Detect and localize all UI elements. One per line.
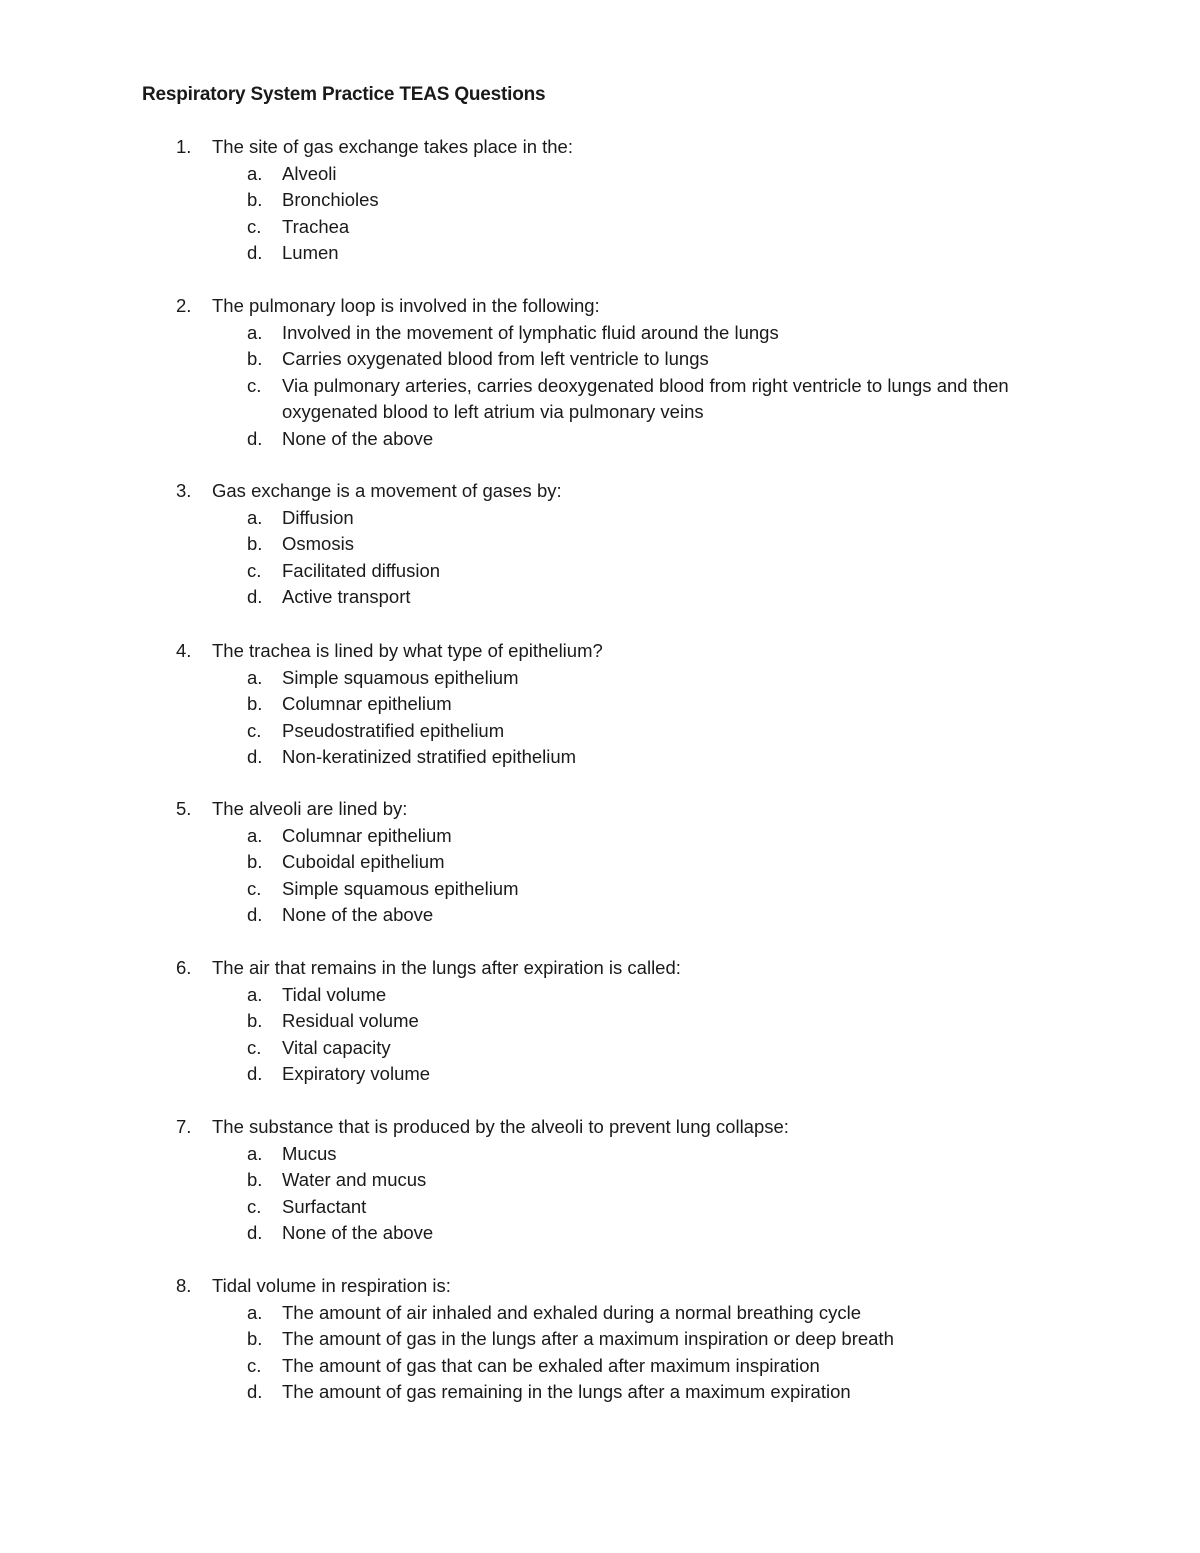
- question-stem: [0, 293, 1200, 320]
- question-number: 8.: [176, 1275, 192, 1296]
- answer-option: [0, 187, 1200, 214]
- option-text: Via pulmonary arteries, carries deoxygenated blood from right ventricle to lungs and then oxygenated blood to left atrium via pulmonary veins: [282, 374, 1009, 423]
- option-letter: b.: [247, 189, 263, 211]
- option-letter: c.: [247, 1354, 262, 1376]
- answer-option: [0, 1300, 1200, 1327]
- option-text: The amount of gas that can be exhaled after maximum inspiration: [282, 1354, 820, 1376]
- question-number: 1.: [176, 136, 192, 157]
- question-4: [0, 638, 1200, 771]
- option-letter: c.: [247, 1036, 262, 1058]
- answer-option: [0, 531, 1200, 558]
- question-text: The pulmonary loop is involved in the following:: [212, 295, 600, 316]
- option-text: Mucus: [282, 1142, 337, 1164]
- option-text: Bronchioles: [282, 189, 379, 211]
- option-text: Diffusion: [282, 506, 354, 528]
- answer-option: [0, 691, 1200, 718]
- option-letter: a.: [247, 321, 263, 343]
- answer-option: [0, 558, 1200, 585]
- option-text: Columnar epithelium: [282, 824, 452, 846]
- option-letter: c.: [247, 374, 262, 396]
- option-text: The amount of gas remaining in the lungs after a maximum expiration: [282, 1381, 851, 1403]
- answer-option: [0, 1379, 1200, 1406]
- option-letter: c.: [247, 877, 262, 899]
- option-text: The amount of gas in the lungs after a maximum inspiration or deep breath: [282, 1328, 894, 1350]
- option-text: Facilitated diffusion: [282, 559, 441, 581]
- option-text: Expiratory volume: [282, 1063, 431, 1085]
- answer-option: [0, 214, 1200, 241]
- option-letter: c.: [247, 719, 262, 741]
- question-7: [0, 1114, 1200, 1247]
- question-3: [0, 478, 1200, 611]
- answer-option: [0, 1326, 1200, 1353]
- option-text: Cuboidal epithelium: [282, 851, 445, 873]
- option-text: Surfactant: [282, 1195, 367, 1217]
- answer-option: [0, 1353, 1200, 1380]
- answer-option: [0, 505, 1200, 532]
- question-2: [0, 293, 1200, 453]
- question-5: [0, 796, 1200, 929]
- question-text: The substance that is produced by the alveoli to prevent lung collapse:: [212, 1116, 789, 1137]
- question-text: The site of gas exchange takes place in the:: [212, 136, 573, 157]
- option-letter: a.: [247, 1301, 263, 1323]
- option-text: Involved in the movement of lymphatic fluid around the lungs: [282, 321, 779, 343]
- option-text: Carries oxygenated blood from left ventricle to lungs: [282, 348, 709, 370]
- option-letter: d.: [247, 427, 263, 449]
- question-text: The air that remains in the lungs after expiration is called:: [212, 957, 681, 978]
- document-title: Respiratory System Practice TEAS Questions: [142, 84, 546, 105]
- answer-option: [0, 1035, 1200, 1062]
- option-letter: b.: [247, 1169, 263, 1191]
- answer-option: [0, 982, 1200, 1009]
- question-text: Tidal volume in respiration is:: [212, 1275, 451, 1296]
- question-1: [0, 134, 1200, 267]
- question-stem: [0, 955, 1200, 982]
- option-letter: d.: [247, 746, 263, 768]
- option-letter: a.: [247, 506, 263, 528]
- option-letter: d.: [247, 904, 263, 926]
- option-text: Residual volume: [282, 1010, 419, 1032]
- option-text: Osmosis: [282, 533, 354, 555]
- option-letter: b.: [247, 348, 263, 370]
- question-text: The trachea is lined by what type of epithelium?: [212, 640, 603, 661]
- answer-option: [0, 849, 1200, 876]
- option-letter: d.: [247, 1381, 263, 1403]
- question-number: 2.: [176, 295, 192, 316]
- option-letter: d.: [247, 242, 263, 264]
- option-letter: a.: [247, 824, 263, 846]
- option-letter: b.: [247, 851, 263, 873]
- question-number: 7.: [176, 1116, 192, 1137]
- answer-option: [0, 665, 1200, 692]
- question-text: The alveoli are lined by:: [212, 798, 408, 819]
- question-stem: [0, 134, 1200, 161]
- option-text: The amount of air inhaled and exhaled during a normal breathing cycle: [282, 1301, 862, 1323]
- answer-option: [0, 373, 1200, 426]
- option-text: Simple squamous epithelium: [282, 666, 519, 688]
- answer-option: [0, 240, 1200, 267]
- answer-option: [0, 584, 1200, 611]
- question-number: 4.: [176, 640, 192, 661]
- option-text: None of the above: [282, 904, 434, 926]
- option-text: Water and mucus: [282, 1169, 427, 1191]
- option-text: Pseudostratified epithelium: [282, 719, 505, 741]
- answer-option: [0, 1141, 1200, 1168]
- answer-option: [0, 876, 1200, 903]
- option-letter: d.: [247, 1222, 263, 1244]
- option-text: Lumen: [282, 242, 339, 264]
- answer-option: [0, 1194, 1200, 1221]
- answer-option: [0, 1061, 1200, 1088]
- question-6: [0, 955, 1200, 1088]
- option-letter: d.: [247, 586, 263, 608]
- option-text: Active transport: [282, 586, 411, 608]
- question-stem: [0, 796, 1200, 823]
- option-letter: a.: [247, 666, 263, 688]
- option-letter: c.: [247, 559, 262, 581]
- option-text: None of the above: [282, 1222, 434, 1244]
- option-text: Simple squamous epithelium: [282, 877, 519, 899]
- question-number: 3.: [176, 480, 192, 501]
- option-letter: b.: [247, 1328, 263, 1350]
- answer-option: [0, 1167, 1200, 1194]
- option-letter: a.: [247, 983, 263, 1005]
- answer-option: [0, 161, 1200, 188]
- question-stem: [0, 478, 1200, 505]
- question-stem: [0, 1114, 1200, 1141]
- option-text: Columnar epithelium: [282, 693, 452, 715]
- question-stem: [0, 1273, 1200, 1300]
- answer-option: [0, 744, 1200, 771]
- option-letter: a.: [247, 1142, 263, 1164]
- option-letter: b.: [247, 1010, 263, 1032]
- answer-option: [0, 320, 1200, 347]
- question-stem: [0, 638, 1200, 665]
- option-text: Vital capacity: [282, 1036, 391, 1058]
- option-text: Trachea: [282, 215, 350, 237]
- option-letter: c.: [247, 215, 262, 237]
- option-text: None of the above: [282, 427, 434, 449]
- option-letter: b.: [247, 693, 263, 715]
- option-text: Tidal volume: [282, 983, 387, 1005]
- answer-option: [0, 1220, 1200, 1247]
- option-text: Alveoli: [282, 162, 337, 184]
- option-letter: a.: [247, 162, 263, 184]
- question-text: Gas exchange is a movement of gases by:: [212, 480, 562, 501]
- option-text: Non-keratinized stratified epithelium: [282, 746, 577, 768]
- answer-option: [0, 902, 1200, 929]
- answer-option: [0, 346, 1200, 373]
- answer-option: [0, 1008, 1200, 1035]
- option-letter: d.: [247, 1063, 263, 1085]
- question-number: 6.: [176, 957, 192, 978]
- question-8: [0, 1273, 1200, 1406]
- answer-option: [0, 718, 1200, 745]
- answer-option: [0, 823, 1200, 850]
- option-letter: c.: [247, 1195, 262, 1217]
- question-number: 5.: [176, 798, 192, 819]
- answer-option: [0, 426, 1200, 453]
- option-letter: b.: [247, 533, 263, 555]
